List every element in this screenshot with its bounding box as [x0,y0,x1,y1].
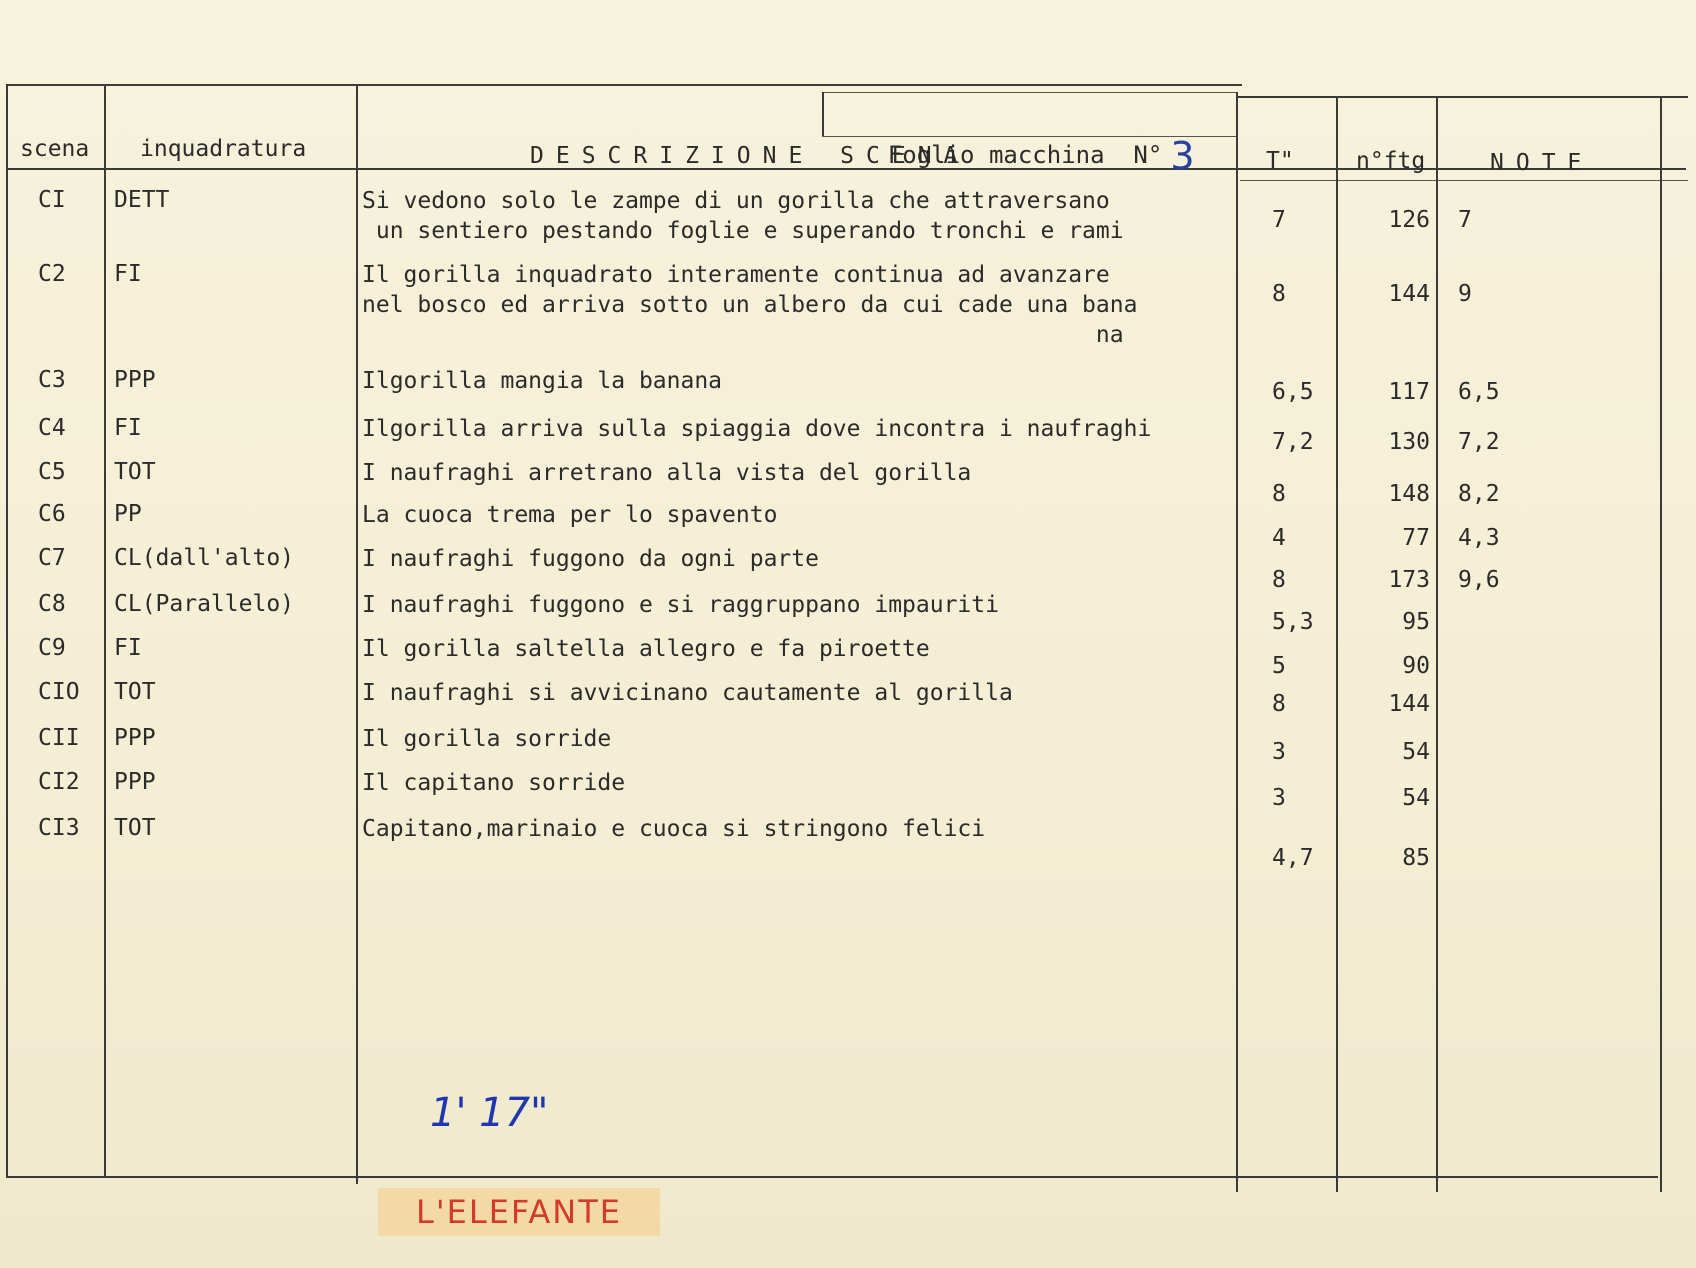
row-inquadratura: PPP [114,769,156,795]
row-t: 3 [1272,785,1286,811]
row-t: 3 [1272,739,1286,765]
row-note: 9 [1458,281,1472,307]
row-t: 8 [1272,567,1286,593]
row-scena: C3 [38,367,66,393]
col-divider-scena [104,84,106,1176]
row-scena: C9 [38,635,66,661]
col-divider-nftg [1436,96,1438,1192]
row-nftg: 126 [1388,207,1430,233]
header-separator-second [1240,180,1688,181]
header-scena: scena [20,136,90,162]
row-t: 4 [1272,525,1286,551]
row-t: 7,2 [1272,429,1314,455]
row-description-line: Si vedono solo le zampe di un gorilla che attraversano [362,188,1110,214]
handwritten-total: 1' 17" [430,1090,549,1136]
table-top-border-right [1236,96,1688,98]
row-description-line: Ilgorilla mangia la banana [362,368,723,394]
row-scena: C7 [38,545,66,571]
foglio-number: 3 [1170,134,1195,178]
row-t: 8 [1272,281,1286,307]
title-sticker: L'ELEFANTE [378,1188,660,1236]
row-description-line: Ilgorilla arriva sulla spiaggia dove incontra i naufraghi [362,416,1152,442]
row-nftg: 144 [1388,281,1430,307]
row-t: 6,5 [1272,379,1314,405]
row-t: 8 [1272,691,1286,717]
row-note: 8,2 [1458,481,1500,507]
row-t: 7 [1272,207,1286,233]
row-scena: CI3 [38,815,80,841]
row-inquadratura: DETT [114,187,170,213]
row-description-line: I naufraghi fuggono da ogni parte [362,546,819,572]
row-description-line: Il capitano sorride [362,770,626,796]
row-inquadratura: CL(dall'alto) [114,545,295,571]
row-nftg: 90 [1402,653,1430,679]
row-scena: C5 [38,459,66,485]
row-nftg: 173 [1388,567,1430,593]
row-inquadratura: FI [114,635,142,661]
row-description-line: I naufraghi arretrano alla vista del gorilla [362,460,972,486]
row-note: 6,5 [1458,379,1500,405]
foglio-box-top [822,92,1236,93]
row-nftg: 130 [1388,429,1430,455]
row-inquadratura: TOT [114,459,156,485]
row-t: 4,7 [1272,845,1314,871]
row-t: 5,3 [1272,609,1314,635]
row-t: 8 [1272,481,1286,507]
header-descrizione: DESCRIZIONE SCENA [530,143,970,169]
table-bottom-border [6,1176,1658,1178]
row-scena: C8 [38,591,66,617]
foglio-box-left [822,92,824,136]
row-description-line: La cuoca trema per lo spavento [362,502,778,528]
row-note: 7 [1458,207,1472,233]
foglio-label: Foglio macchina N° [887,141,1163,169]
col-divider-inquadratura [356,84,358,1184]
row-description-line: Il gorilla saltella allegro e fa piroette [362,636,930,662]
row-nftg: 144 [1388,691,1430,717]
header-t: T" [1266,148,1294,174]
row-t: 5 [1272,653,1286,679]
row-inquadratura: TOT [114,679,156,705]
row-description-line: na [362,322,1124,348]
col-divider-t [1336,96,1338,1192]
row-inquadratura: FI [114,261,142,287]
row-description-line: Il gorilla inquadrato interamente continua ad avanzare [362,262,1110,288]
row-scena: C2 [38,261,66,287]
row-scena: CII [38,725,80,751]
row-inquadratura: PPP [114,725,156,751]
row-note: 4,3 [1458,525,1500,551]
row-note: 9,6 [1458,567,1500,593]
row-nftg: 117 [1388,379,1430,405]
row-scena: C4 [38,415,66,441]
row-nftg: 54 [1402,785,1430,811]
row-description-line: Il gorilla sorride [362,726,612,752]
col-divider-descrizione [1236,92,1238,1192]
row-nftg: 77 [1402,525,1430,551]
header-inquadratura: inquadratura [140,136,307,162]
row-scena: C6 [38,501,66,527]
row-inquadratura: FI [114,415,142,441]
row-nftg: 95 [1402,609,1430,635]
row-description-line: I naufraghi si avvicinano cautamente al gorilla [362,680,1013,706]
col-divider-right [1660,96,1662,1192]
row-description-line: nel bosco ed arriva sotto un albero da cui cade una bana [362,292,1138,318]
row-inquadratura: PP [114,501,142,527]
row-inquadratura: PPP [114,367,156,393]
row-nftg: 85 [1402,845,1430,871]
row-scena: CI [38,187,66,213]
col-divider-left [6,84,8,1176]
header-note: NOTE [1490,150,1594,176]
row-nftg: 148 [1388,481,1430,507]
row-nftg: 54 [1402,739,1430,765]
row-note: 7,2 [1458,429,1500,455]
table-top-border [6,84,1242,86]
header-nftg: n°ftg [1356,148,1426,174]
row-description-line: un sentiero pestando foglie e superando tronchi e rami [362,218,1124,244]
row-inquadratura: CL(Parallelo) [114,591,295,617]
row-scena: CI2 [38,769,80,795]
row-description-line: Capitano,marinaio e cuoca si stringono felici [362,816,986,842]
row-inquadratura: TOT [114,815,156,841]
row-description-line: I naufraghi fuggono e si raggruppano impauriti [362,592,999,618]
row-scena: CIO [38,679,80,705]
